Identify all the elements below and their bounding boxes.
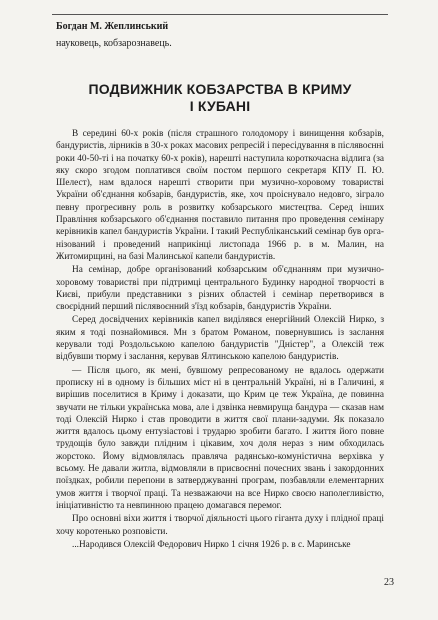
header-rule — [52, 14, 388, 15]
paragraph: На семінар, добре організований кобзарським об'єднанням при музично-хоровому товаристві при підтримці центрального Будинку народної творчості в Києві, прибули представники з різних областей і семінар перетворився в своєрідний перший післявоєнний з'їзд кобзарів, бандуристів України. — [56, 265, 384, 313]
article-body — [56, 128, 384, 552]
author-name: Богдан М. Жеплинський — [56, 21, 169, 32]
paragraph: В середині 60-х років (після страшного голодомору і винищення кобзарів, бандуристів, лірників в 30-х роках масових репресій і пересідування в післявоєнні роки 40-50-ті і на початку 60-х років), нарешті наступила короткочасна відлига (за яку скоро згодом поплатився своїм постом першого секретаря КПУ П. Ю. Шелест), нам вдалося нарешті створити при музично-хоровому товаристві України об'єднання кобзарів, бандуристів, яке, хоч проіснувало недовго, зіграло певну прогресивну роль в розвитку кобзарського мистецтва. Серед інших Правління кобзарського об'єднання поставило питання про проведення семінару керівників капел бандуристів України. І такий Республіканський семінар був організований і проведений наприкінці листопада 1966 р. в м. Малин, на Житомирщині, на базі Малинської капели бандуристів. — [56, 129, 384, 262]
author-role: науковець, кобзарознавець. — [56, 38, 172, 49]
paragraph: Серед досвідчених керівників капел виділявся енергійний Олексій Нирко, з яким я тоді познайомився. Мн з братом Романом, повернувшись із заслання керували тоді Роздольською капелою бандуристів "Дністер", а Олексій теж відбувши тюрму і заслання, керував Ялтинською капелою бандуристів. — [56, 315, 384, 363]
paragraph: ...Народився Олексій Федорович Нирко 1 січня 1926 р. в с. Маринське — [72, 539, 351, 550]
paragraph: — Після цього, як мені, бувшому репресованому не вдалось одержати прописку ні в одному із більших міст ні в центральній Україні, ні в Галичині, я вирішив поселитися в Криму і доказати, що Крим це теж Україна, де повинна звучати не тільки українська мова, але і дзвінка невмируща бандура — сказав нам тоді Олексій Нирко і став проводити в життя свої плани-задуми. Як показало життя вдалось цьому ентузіастові і трударю зробити багато. І життя його повне трудощів було завжди плідним і цікавим, хоч доля нераз з ним обходилась жорстоко. Йому відмовлялась правляча радянсько-комуністична верхівка у всьому. Не давали житла, відмовляли в присвоєнні почесних звань і закордонних поїздках, робили перепони в затверджуванні програм, позбавляли елементарних умов життя і творчої праці. Та незважаючи на все Нирко своєю наполегливістю, ініціативністю та невпинною працею домагався перемог. — [56, 365, 384, 511]
article-title-line-1: ПОДВИЖНИК КОБЗАРСТВА В КРИМУ — [88, 81, 352, 97]
paragraph: Про основні віхи життя і творчої діяльності цього гіганта духу і плідної праці хочу коротенько розповісти. — [56, 514, 384, 537]
article-title-line-2: І КУБАНІ — [189, 98, 251, 114]
page-number: 23 — [384, 577, 394, 588]
